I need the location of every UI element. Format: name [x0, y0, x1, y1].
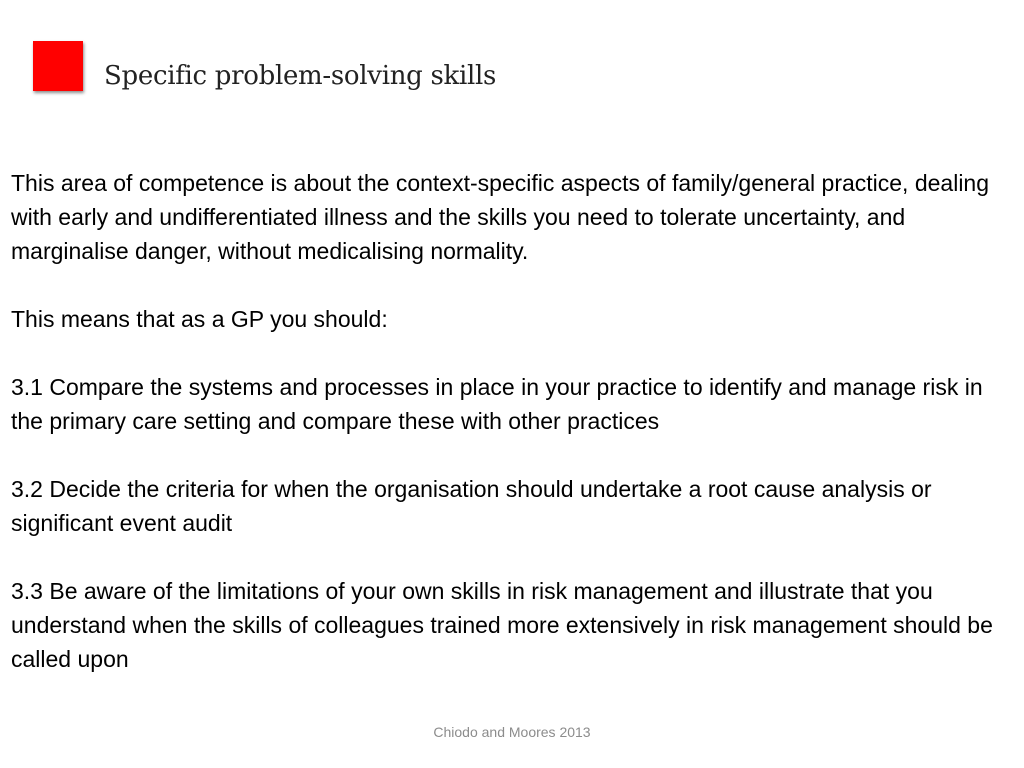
slide-body [11, 166, 1001, 676]
footer-credit: Chiodo and Moores 2013 [433, 724, 591, 740]
point-3-2: 3.2 Decide the criteria for when the organisation should undertake a root cause analysis or significant event audit [11, 476, 932, 536]
intro-paragraph: This area of competence is about the context-specific aspects of family/general practice, dealing with early and undifferentiated illness and the skills you need to tolerate uncertainty, and marginalise danger, without medicalising normality. [11, 170, 990, 264]
red-square-bullet-icon [33, 41, 83, 91]
point-3-1: 3.1 Compare the systems and processes in place in your practice to identify and manage risk in the primary care setting and compare these with other practices [11, 374, 983, 434]
slide-title: Specific problem-solving skills [104, 61, 497, 91]
lead-paragraph: This means that as a GP you should: [11, 306, 388, 332]
point-3-3: 3.3 Be aware of the limitations of your own skills in risk management and illustrate that you understand when the skills of colleagues trained more extensively in risk management should be called upon [11, 578, 993, 672]
